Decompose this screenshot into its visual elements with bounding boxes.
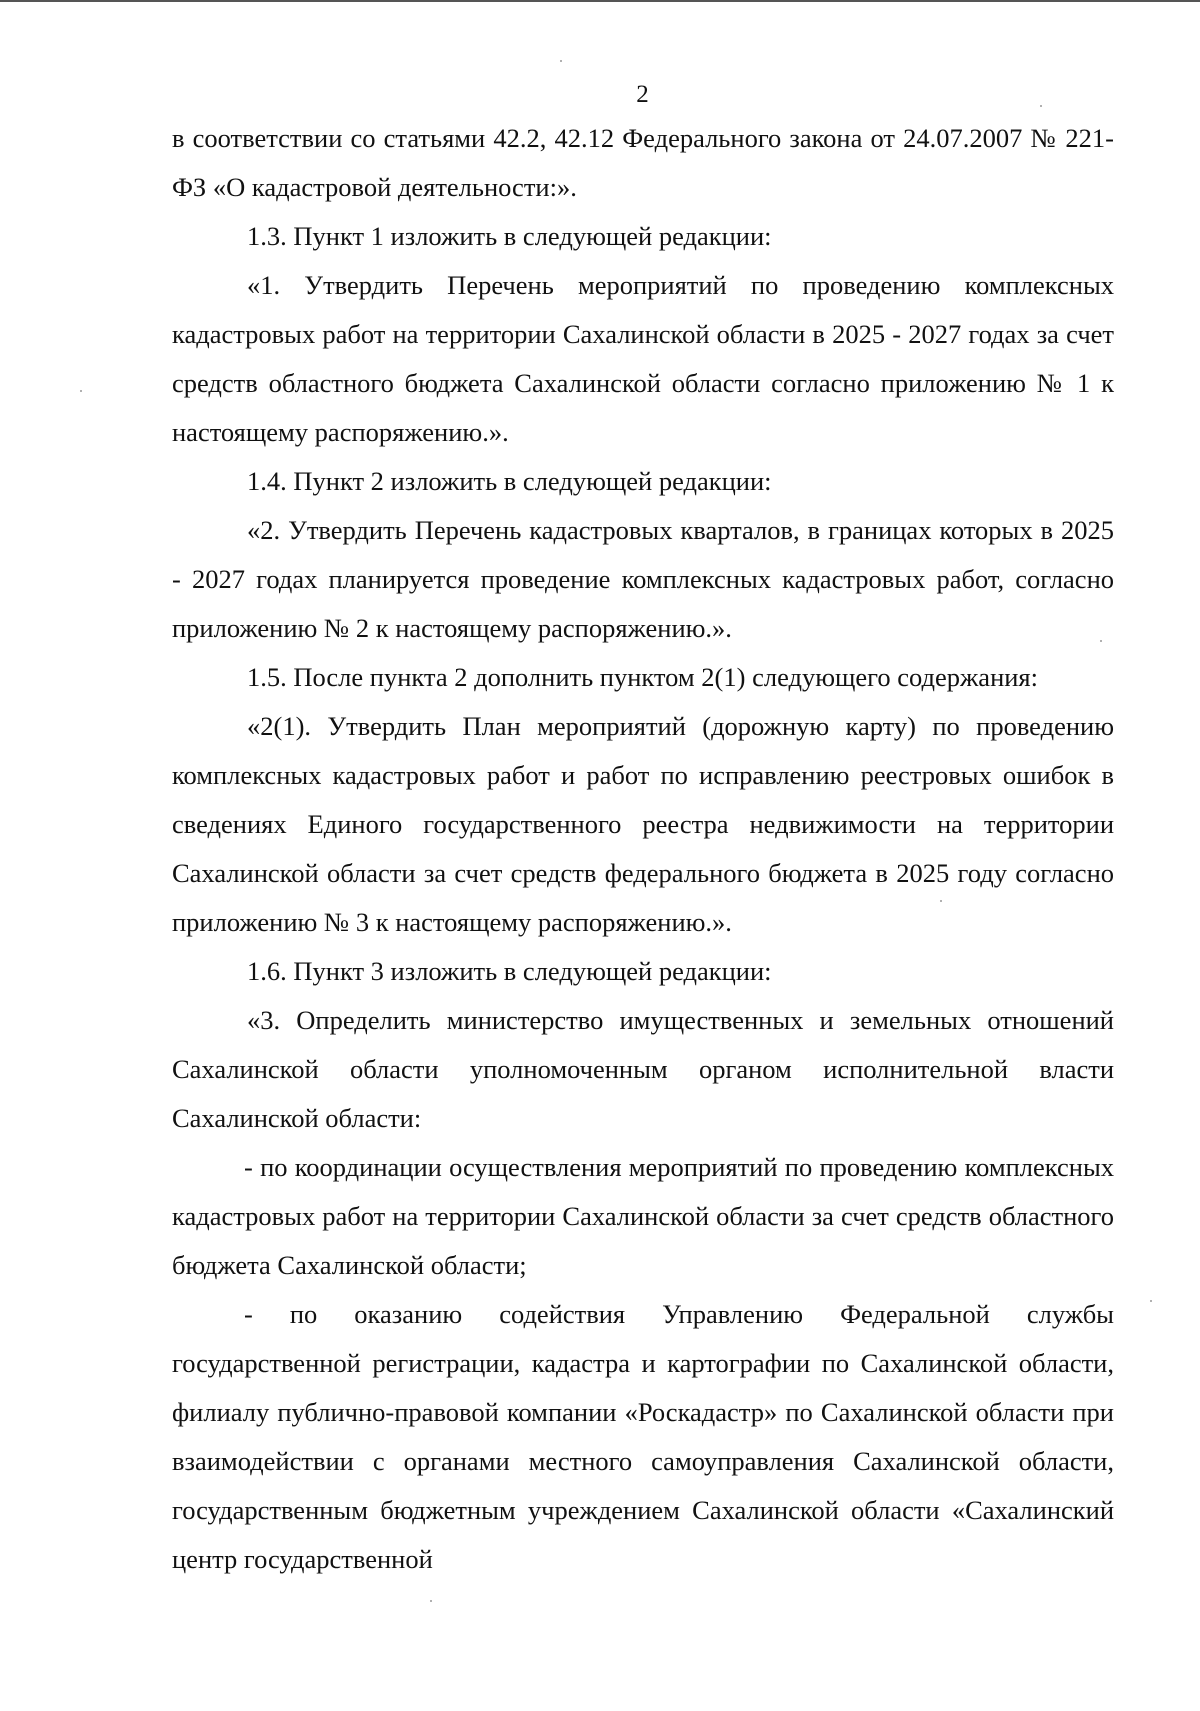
paragraph-continuation: в соответствии со статьями 42.2, 42.12 Федерального закона от 24.07.2007 № 221-ФЗ «О кадастровой деятельности:». bbox=[172, 123, 1114, 202]
scan-speck bbox=[1150, 1300, 1152, 1302]
scan-speck bbox=[430, 1600, 432, 1602]
scan-speck bbox=[1040, 105, 1042, 107]
list-item-assistance: - по оказанию содействия Управлению Федеральной службы государственной регистрации, кадастра и картографии по Сахалинской области, филиалу публично-правовой компании «Роскадастр» по Сахалинской области при взаимодействии с органами местного самоуправления Сахалинской области, государственным бюджетным учреждением Сахалинской области «Сахалинский центр государственной bbox=[172, 1299, 1114, 1574]
paragraph-new-item-2-1: «2(1). Утвердить План мероприятий (дорожную карту) по проведению комплексных кадастровых работ и работ по исправлению реестровых ошибок в сведениях Единого государственного реестра недвижимости на территории Сахалинской области за счет средств федерального бюджета в 2025 году согласно приложению № 3 к настоящему распоряжению.». bbox=[172, 711, 1114, 937]
paragraph-item-1-6: 1.6. Пункт 3 изложить в следующей редакции: bbox=[247, 956, 772, 986]
page-number: 2 bbox=[636, 81, 649, 108]
paragraph-item-1-5: 1.5. После пункта 2 дополнить пунктом 2(1) следующего содержания: bbox=[247, 662, 1038, 692]
top-border-line bbox=[0, 0, 1200, 2]
scan-speck bbox=[80, 390, 82, 392]
scan-speck bbox=[1100, 640, 1102, 642]
document-body bbox=[172, 114, 1114, 1584]
paragraph-item-1-4: 1.4. Пункт 2 изложить в следующей редакции: bbox=[247, 466, 772, 496]
list-item-coordination: - по координации осуществления мероприятий по проведению комплексных кадастровых работ на территории Сахалинской области за счет средств областного бюджета Сахалинской области; bbox=[172, 1152, 1114, 1280]
scan-speck bbox=[560, 60, 562, 62]
paragraph-new-item-1: «1. Утвердить Перечень мероприятий по проведению комплексных кадастровых работ на территории Сахалинской области в 2025 - 2027 годах за счет средств областного бюджета Сахалинской области согласно приложению № 1 к настоящему распоряжению.». bbox=[172, 270, 1114, 447]
paragraph-item-1-3: 1.3. Пункт 1 изложить в следующей редакции: bbox=[247, 221, 772, 251]
paragraph-new-item-2: «2. Утвердить Перечень кадастровых кварталов, в границах которых в 2025 - 2027 годах планируется проведение комплексных кадастровых работ, согласно приложению № 2 к настоящему распоряжению.». bbox=[172, 515, 1114, 643]
paragraph-new-item-3: «3. Определить министерство имущественных и земельных отношений Сахалинской области уполномоченным органом исполнительной власти Сахалинской области: bbox=[172, 1005, 1114, 1133]
scan-speck bbox=[940, 900, 942, 902]
